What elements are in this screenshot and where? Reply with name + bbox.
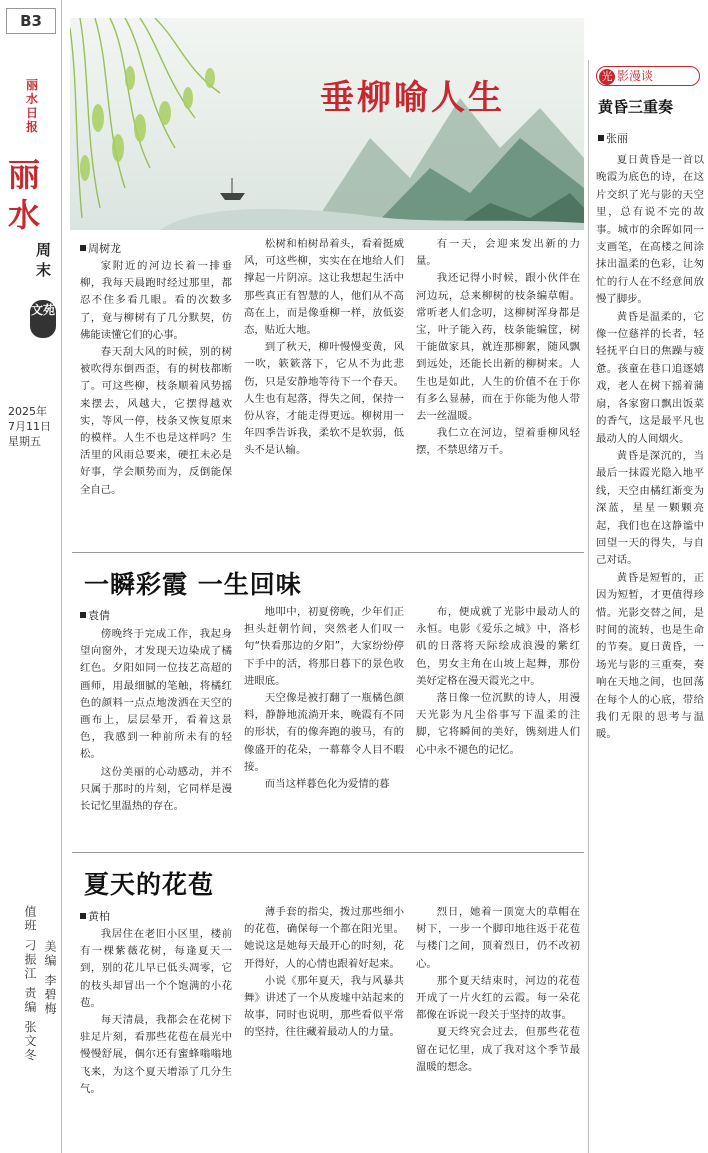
brand-seal: 文苑 <box>30 300 56 338</box>
paragraph: 夏天终究会过去，但那些花苞留在记忆里，成了我对这个季节最温暖的想念。 <box>416 1026 580 1073</box>
byline-marker-icon <box>80 245 86 251</box>
paragraph: 黄昏是温柔的，它像一位慈祥的长者，轻轻抚平白日的焦躁与疲惫。孩童在巷口追逐嬉戏，老人在树下摇着蒲扇，各家窗口飘出饭菜的香气，这是最平凡也最动人的人间烟火。 <box>596 310 704 445</box>
paragraph: 有一天，会迎来发出新的力量。 <box>416 238 580 268</box>
brand-weekend: 周末 <box>36 241 52 279</box>
paragraph: 黄昏是短暂的，正因为短暂，才更值得珍惜。光影交替之间，是时间的流转，也是生命的节奏。夏日黄昏，一场光与影的三重奏，奏响在天地之间，也回荡在每个人的心底，带给我们无限的思考与温暖。 <box>596 571 704 741</box>
story1-column-2 <box>244 236 404 543</box>
paragraph: 到了秋天，柳叶慢慢变黄，风一吹，簌簌落下，它从不为此悲伤，只是安静地等待下一个春天。人生也有起落，得失之间，保持一份从容，才能走得更远。柳树用一年四季告诉我，柔软不是软弱，低头不是认输。 <box>244 341 404 457</box>
story5-body <box>596 152 704 744</box>
paragraph: 我还记得小时候，跟小伙伴在河边玩，总来柳树的枝条编草帽。常听老人们念叨，这柳树浑身都是宝，叶子能入药，枝条能编筐，树干能做家具，就连那柳絮，随风飘到远处，还能长出新的柳树来。人生也是如此，人生的价值不在于你有多么显赫，而在于你能为他人带去一丝温暖。 <box>416 272 580 423</box>
story3-author: 黄柏 <box>88 910 110 923</box>
publication-date <box>8 404 51 449</box>
story5-headline: 黄昏三重奏 <box>598 98 674 116</box>
staff-credits: 值班 刁振江 责编 张文冬 <box>23 905 37 1063</box>
paragraph: 地叩中，初夏傍晚，少年们正担头赶朝竹间，突然老人们叹一句“快看那边的夕阳”，大家纷纷停下手中的活，将那日暮下的景色收进眼底。 <box>244 606 404 687</box>
paragraph: 落日像一位沉默的诗人，用漫天光影为凡尘俗事写下温柔的注脚，它将瞬间的美好，镌刻进人们心中永不褪色的记忆。 <box>416 692 580 756</box>
byline-marker-icon <box>80 612 86 618</box>
paragraph: 家附近的河边长着一排垂柳，我每天晨跑时经过那里，都忍不住多看几眼。看的次数多了，竟与柳树有了几分默契，仿佛能读懂它们的心事。 <box>80 260 232 341</box>
story2-headline: 一瞬彩霞 一生回味 <box>84 570 302 599</box>
story5-byline <box>598 130 628 146</box>
paragraph: 春天刮大风的时候，别的树被吹得东倒西歪，有的树枝都断了。可这些柳，枝条顺着风势摇来摆去，风越大，它摆得越欢实，等风一停，枝条又恢复原来的模样。人生不也是这样吗？生活里的风雨总要来，硬扛未必是好事，学会顺势而为，反倒能保全自己。 <box>80 346 232 496</box>
paragraph: 天空像是被打翻了一瓶橘色颜料，静静地流淌开来，晚霞有不同的形状，有的像奔跑的骏马，有的像盛开的花朵，一幕幕令人目不暇接。 <box>244 692 404 773</box>
column-tag-dot: 光 <box>599 69 615 85</box>
paragraph: 我仁立在河边，望着垂柳风轻摆，不禁思绪万千。 <box>416 427 580 457</box>
column-tag-label: 影漫谈 <box>617 69 654 83</box>
staff-credits-art: 美编 李碧梅 <box>43 940 57 1016</box>
paragraph: 而当这样暮色化为爱情的暮 <box>264 778 390 791</box>
byline-marker-icon <box>80 913 86 919</box>
story2-column-3 <box>416 604 580 844</box>
story2-column-2 <box>244 604 404 844</box>
date-day: 7月11日 <box>8 420 51 433</box>
paragraph: 松树和柏树昂着头，看着挺威风，可这些柳，实实在在地给人们撑起一片阴凉。这让我想起生活中那些真正有智慧的人，他们从不高高在上，而是像垂柳一样，放低姿态，贴近大地。 <box>244 238 404 337</box>
banner-illustration <box>70 18 584 230</box>
section-divider <box>72 552 584 553</box>
paragraph: 小说《那年夏天，我与风暴共舞》讲述了一个从废墟中站起来的故事，同时也说明，那些看似平常的坚持，往往藏着最动人的力量。 <box>244 974 404 1039</box>
story2-byline <box>80 607 110 623</box>
paragraph: 这份美丽的心动感动，并不只属于那时的片刻，它同样是漫长记忆里温热的存在。 <box>80 765 232 813</box>
story2-column-1 <box>80 626 232 844</box>
paragraph: 我居住在老旧小区里，楼前有一棵紫薇花树，每逢夏天一到，别的花儿早已低头凋零，它的枝头却冒出一个个饱满的小花苞。 <box>80 928 232 1009</box>
paragraph: 烈日，她着一顶宽大的草帽在树下，一步一个脚印地往返于花苞与楼门之间，顶着烈日，仍不改初心。 <box>416 906 580 970</box>
paper-logo: 丽水日报 <box>25 78 38 134</box>
section-divider <box>72 852 584 853</box>
landscape-illustration <box>70 18 584 230</box>
story1-author: 周树龙 <box>88 242 121 255</box>
brand-character-1: 丽 <box>8 156 41 194</box>
story1-headline: 垂柳喻人生 <box>320 78 505 118</box>
story3-headline: 夏天的花苞 <box>84 870 215 899</box>
page-number: B3 <box>6 8 56 34</box>
column-tag <box>596 66 700 86</box>
story1-byline <box>80 240 121 256</box>
paragraph: 傍晚终于完成工作，我起身望向窗外，才发现天边染成了橘红色。夕阳如同一位技艺高超的画师，用最细腻的笔触，将橘红色的颜料一点点地泼洒在天空的画布上，层层晕开，看着这景色，我感到一种前所未有的轻松。 <box>80 628 232 761</box>
brand-character-2: 水 <box>8 196 41 234</box>
story3-column-1 <box>80 926 232 1148</box>
byline-marker-icon <box>598 135 604 141</box>
story5-author: 张丽 <box>606 132 628 145</box>
paragraph: 黄昏是深沉的，当最后一抹霞光隐入地平线，天空由橘红渐变为深蓝，星星一颗颗亮起，我们也在这静谧中回望一天的得失，与自己对话。 <box>596 449 704 567</box>
story3-column-3 <box>416 904 580 1148</box>
date-year: 2025年 <box>8 405 47 418</box>
story3-byline <box>80 908 110 924</box>
story2-author: 袁倩 <box>88 609 110 622</box>
paragraph: 薄手套的指尖，拨过那些细小的花苞，确保每一个都在阳光里。她说这是她每天最开心的时刻，花开得好，人的心情也跟着好起来。 <box>244 906 404 970</box>
date-weekday: 星期五 <box>8 435 41 448</box>
story1-column-3 <box>416 236 580 543</box>
paragraph: 夏日黄昏是一首以晚霞为底色的诗，在这片交织了光与影的天空里，总有说不完的故事。城市的余晖如同一支画笔，在高楼之间涂抹出温柔的色彩，让匆忙的行人在不经意间放慢了脚步。 <box>596 154 704 306</box>
paragraph: 布，便成就了光影中最动人的永恒。电影《爱乐之城》中，洛杉矶的日落将天际绘成浪漫的紫红色，男女主角在山坡上起舞，那份美好定格在漫天霞光之中。 <box>416 606 580 687</box>
story1-column-1 <box>80 258 232 543</box>
paragraph: 那个夏天结束时，河边的花苞开成了一片火红的云霞。每一朵花都像在诉说一段关于坚持的故事。 <box>416 974 580 1022</box>
story3-column-2 <box>244 904 404 1148</box>
paragraph: 每天清晨，我都会在花树下驻足片刻，看那些花苞在晨光中慢慢舒展，偶尔还有蜜蜂嗡嗡地飞来，为这个夏天增添了几分生气。 <box>80 1014 232 1095</box>
